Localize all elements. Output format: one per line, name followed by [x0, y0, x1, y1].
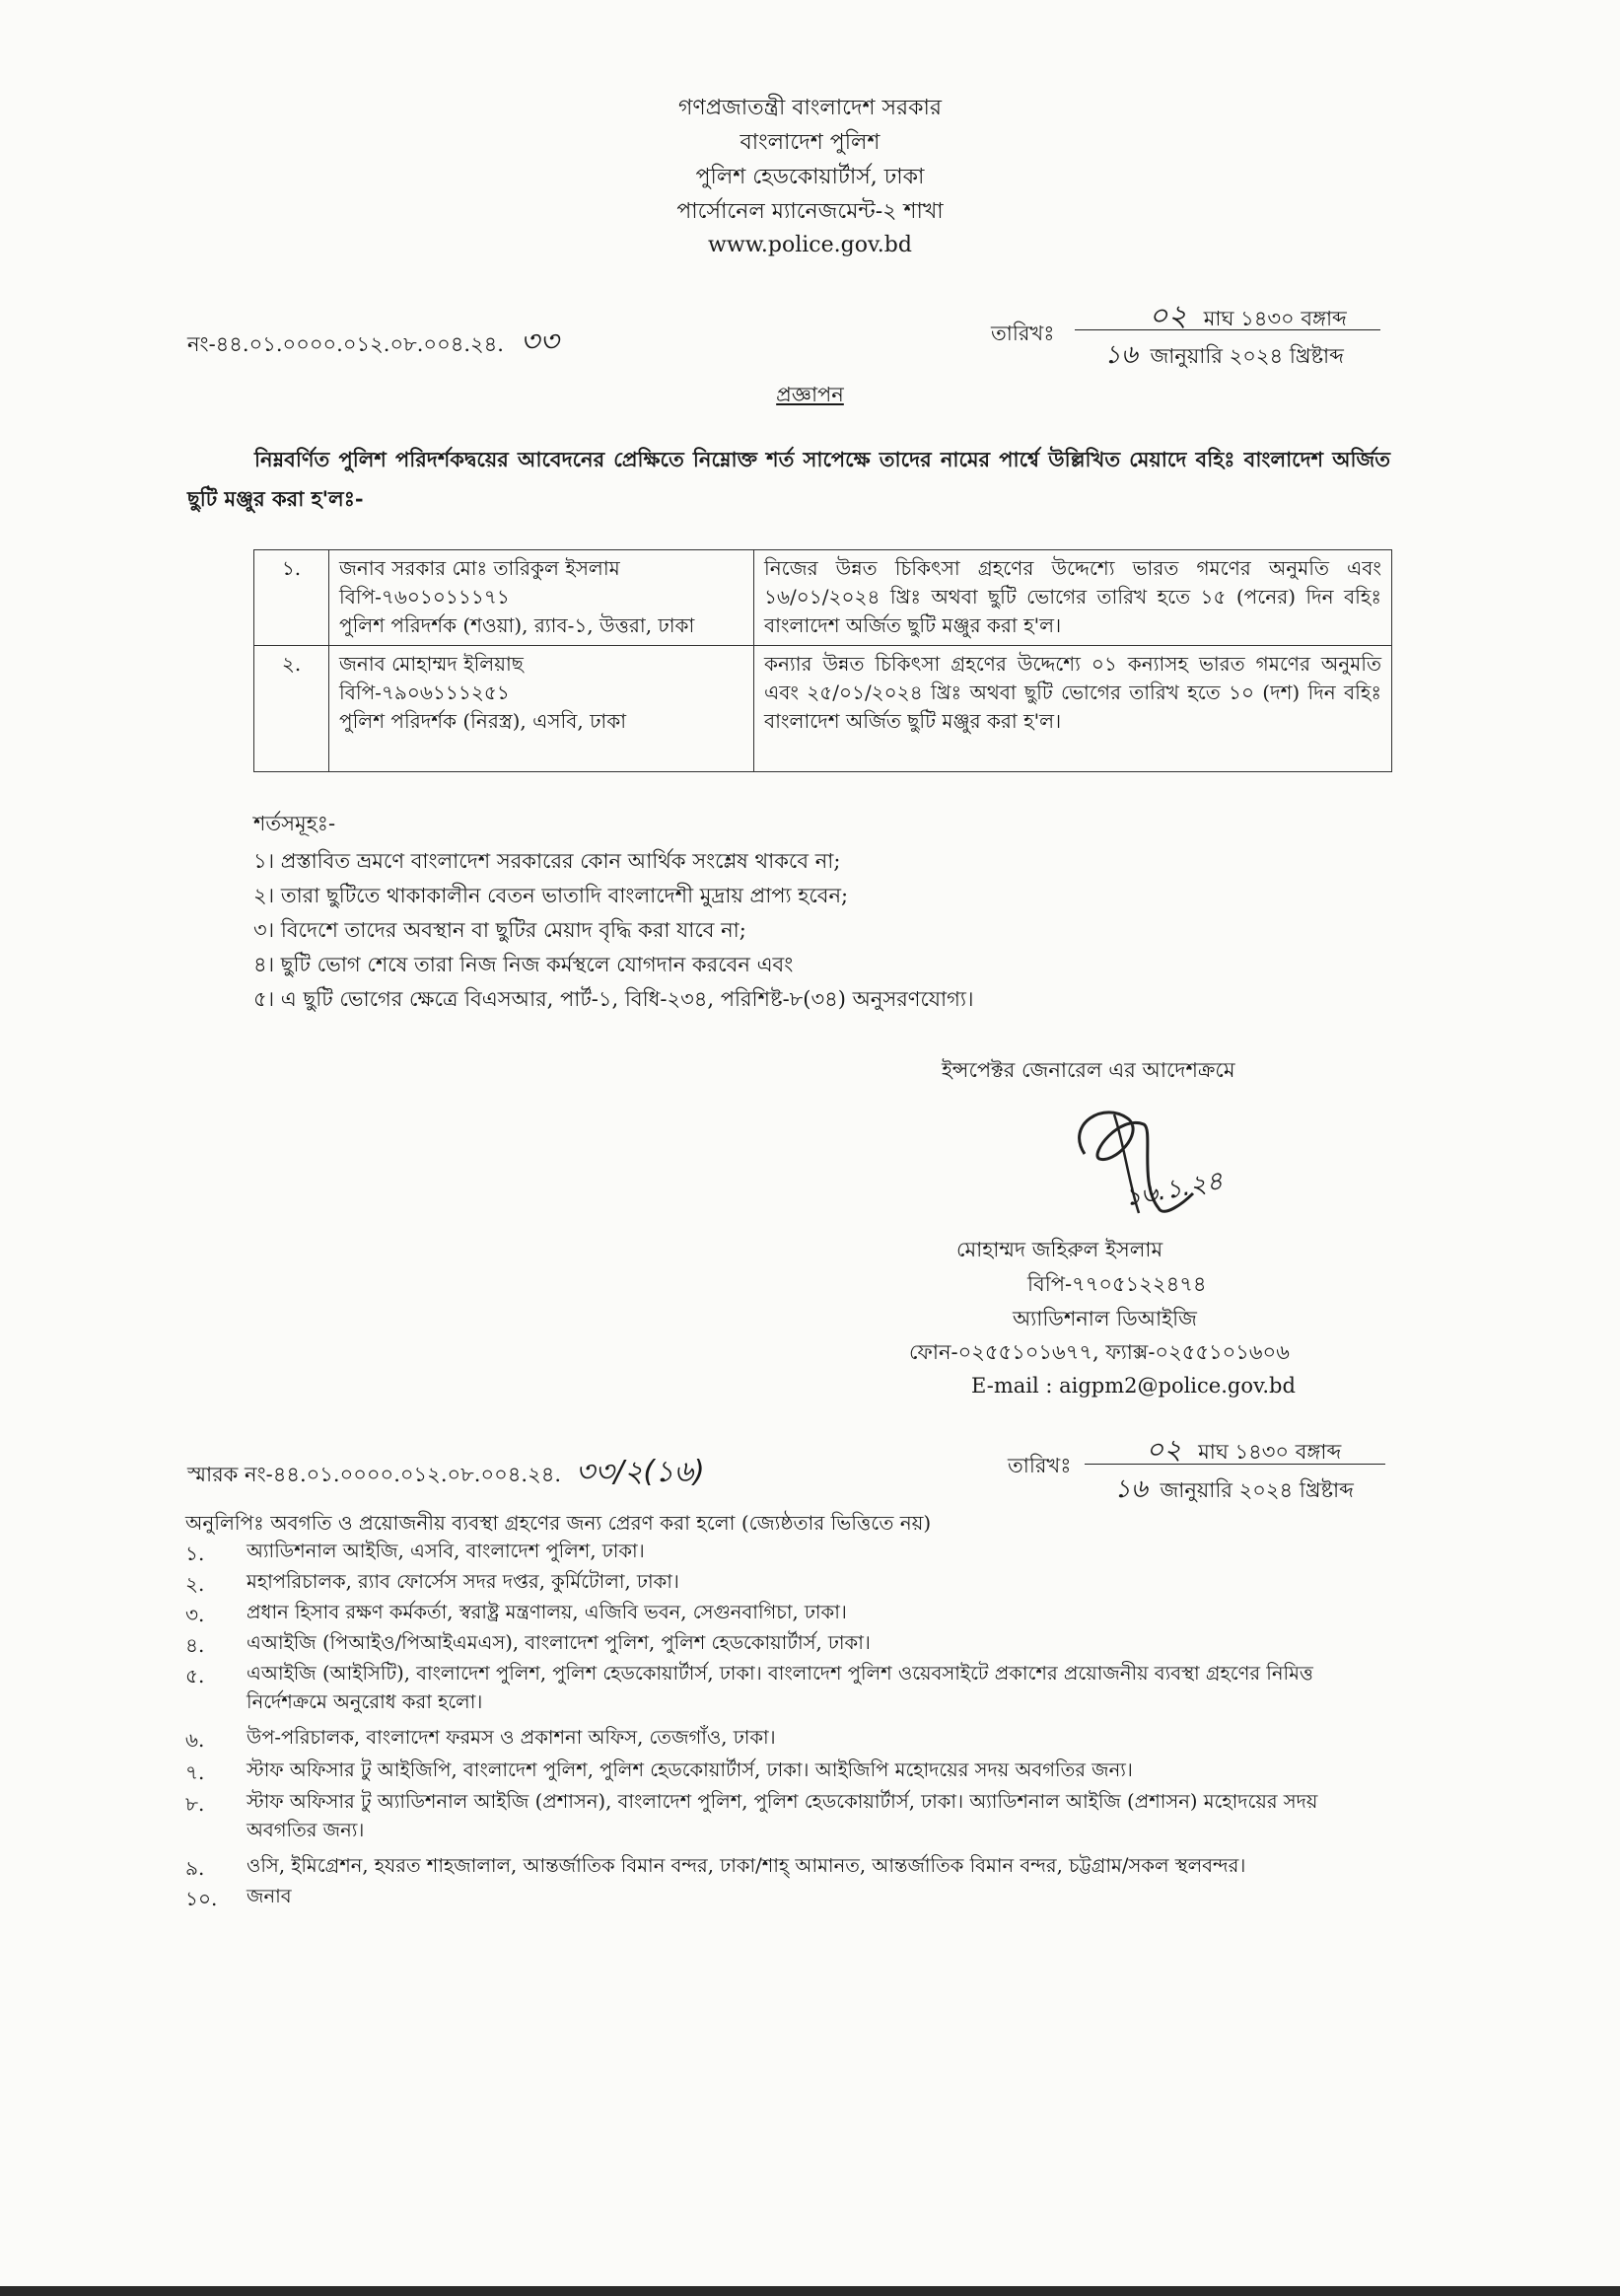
memo-number [187, 318, 559, 368]
copy-number: ৩. [185, 1603, 205, 1626]
copy-number: ৫. [185, 1664, 205, 1687]
copy-number: ৬. [185, 1728, 205, 1752]
officer-name: জনাব মোহাম্মদ ইলিয়াছ [339, 652, 524, 676]
table-row [254, 646, 1392, 772]
memo-date [1075, 292, 1380, 378]
header-hq: পুলিশ হেডকোয়ার্টার্স, ঢাকা [695, 165, 925, 189]
copy-item: মহাপরিচালক, র‌্যাব ফোর্সেস সদর দপ্তর, কুর্মিটোলা, ঢাকা। [247, 1570, 679, 1593]
copy-number: ৮. [185, 1792, 205, 1816]
memo2-date-bangla: মাঘ ১৪৩০ বঙ্গাব্দ [1198, 1440, 1342, 1464]
copy-number: ৯. [185, 1856, 205, 1880]
officer-post: পুলিশ পরিদর্শক (শওয়া), র‌্যাব-১, উত্তরা, ঢাকা [339, 613, 695, 637]
date-bangla: মাঘ ১৪৩০ বঙ্গাব্দ [1203, 307, 1347, 330]
date-eng-day-handwritten: ১৬ [1104, 340, 1138, 370]
header-govt: গণপ্রজাতন্ত্রী বাংলাদেশ সরকার [677, 96, 943, 120]
details-cell: কন্যার উন্নত চিকিৎসা গ্রহণের উদ্দেশ্যে ০১ কন্যাসহ ভারত গমণের অনুমতি এবং ২৫/০১/২০২৪ খ্রিঃ অথবা ছুটি ভোগের তারিখ হতে ১০ (দশ) দিন বহিঃ বাংলাদেশ অর্জিত ছুটি মঞ্জুর করা হ'ল। [754, 646, 1392, 772]
copy-item: স্টাফ অফিসার টু অ্যাডিশনাল আইজি (প্রশাসন), বাংলাদেশ পুলিশ, পুলিশ হেডকোয়ার্টার্স, ঢাকা। অ্যাডিশনাল আইজি (প্রশাসন) মহোদয়ের সদয় অবগতির জন্য। [247, 1790, 1318, 1841]
copy-number: ৭. [185, 1760, 205, 1784]
signer-email: E-mail : aigpm2@police.gov.bd [971, 1374, 1296, 1398]
copy-number: ২. [185, 1572, 205, 1596]
copy-item: এআইজি (পিআইও/পিআইএমএস), বাংলাদেশ পুলিশ, পুলিশ হেডকোয়ার্টার্স, ঢাকা। [247, 1631, 871, 1654]
memo2-number-text: স্মারক নং-৪৪.০১.০০০০.০১২.০৮.০০৪.২৪. [187, 1463, 562, 1486]
serial-cell: ১. [254, 550, 329, 646]
intro-paragraph: নিম্নবর্ণিত পুলিশ পরিদর্শকদ্বয়ের আবেদনের প্রেক্ষিতে নিম্নোক্ত শর্ত সাপেক্ষে তাদের নামের পার্শ্বে উল্লিখিত মেয়াদে বহিঃ বাংলাদেশ অর্জিত ছুটি মঞ্জুর করা হ'লঃ- [187, 447, 1390, 511]
officer-cell [329, 550, 754, 646]
memo2-date-label: তারিখঃ [1008, 1454, 1072, 1477]
notice-title-text: প্রজ্ঞাপন [776, 383, 844, 406]
copy-item: অ্যাডিশনাল আইজি, এসবি, বাংলাদেশ পুলিশ, ঢাকা। [247, 1540, 645, 1562]
condition-item: ৫। এ ছুটি ভোগের ক্ষেত্রে বিএসআর, পার্ট-১, বিধি-২৩৪, পরিশিষ্ট-৮(৩৪) অনুসরণযোগ্য। [253, 987, 974, 1011]
copy-intro: অনুলিপিঃ অবগতি ও প্রয়োজনীয় ব্যবস্থা গ্রহণের জন্য প্রেরণ করা হলো (জ্যেষ্ঠতার ভিত্তিতে নয়) [185, 1511, 932, 1535]
date-english: জানুয়ারি ২০২৪ খ্রিষ্টাব্দ [1150, 344, 1344, 368]
condition-item: ৪। ছুটি ভোগ শেষে তারা নিজ নিজ কর্মস্থলে যোগদান করবেন এবং [253, 953, 794, 976]
signature-date-handwritten: ১৬.১.২৪ [1121, 1166, 1226, 1213]
officer-cell [329, 646, 754, 772]
copy-number: ৪. [185, 1633, 205, 1657]
memo2-number-handwritten: ৩৩/২(১৬) [575, 1455, 705, 1489]
order-by: ইন্সপেক্টর জেনারেল এর আদেশক্রমে [942, 1058, 1235, 1082]
signer-phone: ফোন-০২৫৫১০১৬৭৭, ফ্যাক্স-০২৫৫১০১৬০৬ [909, 1340, 1290, 1364]
details-cell: নিজের উন্নত চিকিৎসা গ্রহণের উদ্দেশ্যে ভারত গমণের অনুমতি এবং ১৬/০১/২০২৪ খ্রিঃ অথবা ছুটি ভোগের তারিখ হতে ১৫ (পনের) দিন বহিঃ বাংলাদেশ অর্জিত ছুটি মঞ্জুর করা হ'ল। [754, 550, 1392, 646]
notice-title [0, 379, 1620, 413]
copy-item: জনাব [247, 1885, 292, 1907]
officer-post: পুলিশ পরিদর্শক (নিরস্ত্র), এসবি, ঢাকা [339, 709, 627, 733]
officer-name: জনাব সরকার মোঃ তারিকুল ইসলাম [339, 556, 620, 580]
signer-bp: বিপি-৭৭০৫১২২৪৭৪ [1027, 1272, 1207, 1296]
date-label: তারিখঃ [991, 322, 1055, 345]
memo2-day-handwritten: ০২ [1146, 1433, 1182, 1466]
officer-bp: বিপি-৭৯০৬১১১২৫১ [339, 681, 510, 704]
scan-edge [0, 2286, 1620, 2296]
copy-item: স্টাফ অফিসার টু আইজিপি, বাংলাদেশ পুলিশ, পুলিশ হেডকোয়ার্টার্স, ঢাকা। আইজিপি মহোদয়ের সদয় অবগতির জন্য। [247, 1758, 1133, 1781]
copy-item: প্রধান হিসাব রক্ষণ কর্মকর্তা, স্বরাষ্ট্র মন্ত্রণালয়, এজিবি ভবন, সেগুনবাগিচা, ঢাকা। [247, 1601, 847, 1623]
memo2-eng-day-handwritten: ১৬ [1114, 1474, 1148, 1504]
leave-table [253, 549, 1392, 772]
header-police: বাংলাদেশ পুলিশ [740, 130, 880, 155]
memo-number-handwritten: ৩৩ [520, 324, 559, 359]
signer-name: মোহাম্মদ জহিরুল ইসলাম [956, 1238, 1163, 1261]
memo2-date-english: জানুয়ারি ২০২৪ খ্রিষ্টাব্দ [1160, 1478, 1354, 1502]
table-row [254, 550, 1392, 646]
conditions-title: শর্তসমূহঃ- [253, 812, 336, 835]
memo2-date [1085, 1428, 1385, 1512]
copy-item: এআইজি (আইসিটি), বাংলাদেশ পুলিশ, পুলিশ হেডকোয়ার্টার্স, ঢাকা। বাংলাদেশ পুলিশ ওয়েবসাইটে প্রকাশের প্রয়োজনীয় ব্যবস্থা গ্রহণের নিমিত্ত নির্দেশক্রমে অনুরোধ করা হলো। [247, 1662, 1313, 1713]
serial-cell: ২. [254, 646, 329, 772]
condition-item: ২। তারা ছুটিতে থাকাকালীন বেতন ভাতাদি বাংলাদেশী মুদ্রায় প্রাপ্য হবেন; [253, 884, 849, 907]
memo-number-text: নং-৪৪.০১.০০০০.০১২.০৮.০০৪.২৪. [187, 332, 504, 356]
copy-item: ওসি, ইমিগ্রেশন, হযরত শাহজালাল, আন্তর্জাতিক বিমান বন্দর, ঢাকা/শাহ্ আমানত, আন্তর্জাতিক বিমান বন্দর, চট্টগ্রাম/সকল স্থলবন্দর। [247, 1854, 1246, 1877]
copy-item: উপ-পরিচালক, বাংলাদেশ ফরমস ও প্রকাশনা অফিস, তেজগাঁও, ঢাকা। [247, 1726, 776, 1749]
date-day-handwritten: ০২ [1149, 299, 1188, 333]
officer-bp: বিপি-৭৬০১০১১১৭১ [339, 585, 510, 609]
signer-designation: অ্যাডিশনাল ডিআইজি [1013, 1307, 1197, 1330]
header-branch: পার্সোনেল ম্যানেজমেন্ট-২ শাখা [676, 199, 944, 224]
memo2-number [187, 1448, 705, 1498]
header-website: www.police.gov.bd [708, 233, 912, 257]
condition-item: ৩। বিদেশে তাদের অবস্থান বা ছুটির মেয়াদ বৃদ্ধি করা যাবে না; [253, 918, 746, 942]
copy-number: ১. [185, 1542, 205, 1565]
condition-item: ১। প্রস্তাবিত ভ্রমণে বাংলাদেশ সরকারের কোন আর্থিক সংশ্লেষ থাকবে না; [253, 849, 841, 873]
copy-number: ১০. [185, 1887, 218, 1910]
